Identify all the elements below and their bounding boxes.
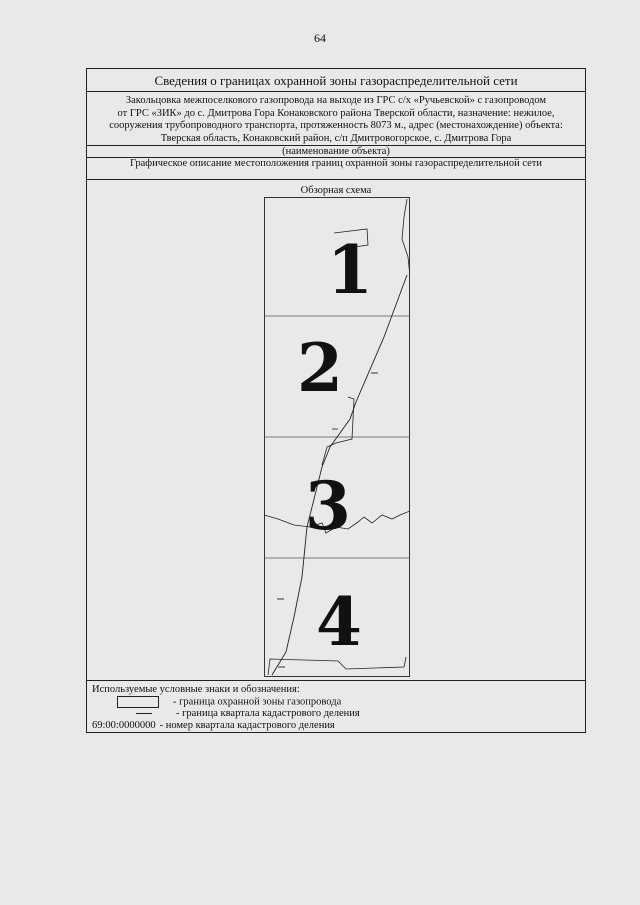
page-number: 64 bbox=[314, 31, 326, 45]
quarter-boundary bbox=[402, 199, 410, 277]
sheet-number: 4 bbox=[316, 583, 362, 661]
description-line: сооружения трубопроводного транспорта, протяженность 8073 м., адрес (местонахождение) объекта: bbox=[109, 120, 563, 132]
scheme-map bbox=[264, 197, 410, 677]
description-line: от ГРС «ЗИК» до с. Дмитрова Гора Конаковского района Тверской области, назначение: нежилое, bbox=[117, 107, 555, 119]
description-line: Тверская область, Конаковский район, с/п Дмитровогорское, с. Дмитрова Гора bbox=[160, 132, 512, 144]
graphic-description: Графическое описание местоположения границ охранной зоны газораспределительной сети bbox=[87, 158, 585, 180]
legend bbox=[87, 681, 585, 733]
legend-item bbox=[92, 696, 341, 708]
object-description bbox=[87, 92, 585, 146]
object-name-caption: (наименование объекта) bbox=[87, 146, 585, 158]
quarter-boundary-symbol bbox=[136, 713, 152, 714]
info-sheet bbox=[86, 68, 586, 733]
legend-item bbox=[92, 720, 335, 732]
legend-item-text: - граница квартала кадастрового деления bbox=[176, 708, 360, 719]
legend-item bbox=[92, 708, 360, 720]
scheme-title: Обзорная схема bbox=[300, 185, 372, 196]
zone-boundary-symbol bbox=[117, 696, 159, 708]
overview-scheme bbox=[87, 180, 585, 681]
legend-item-text: - граница охранной зоны газопровода bbox=[173, 696, 342, 708]
legend-heading: Используемые условные знаки и обозначения: bbox=[92, 684, 300, 695]
sheet-number: 3 bbox=[305, 467, 351, 545]
sheet-number: 2 bbox=[297, 329, 343, 407]
description-line: Закольцовка межпоселкового газопровода на выходе из ГРС с/х «Ручьевской» с газопроводом bbox=[125, 95, 547, 106]
legend-item-text: - номер квартала кадастрового деления bbox=[159, 720, 335, 731]
sheet-title: Сведения о границах охранной зоны газораспределительной сети bbox=[87, 69, 585, 92]
sheet-number: 1 bbox=[327, 231, 373, 309]
quarter-number-code: 69:00:0000000 bbox=[92, 720, 156, 731]
